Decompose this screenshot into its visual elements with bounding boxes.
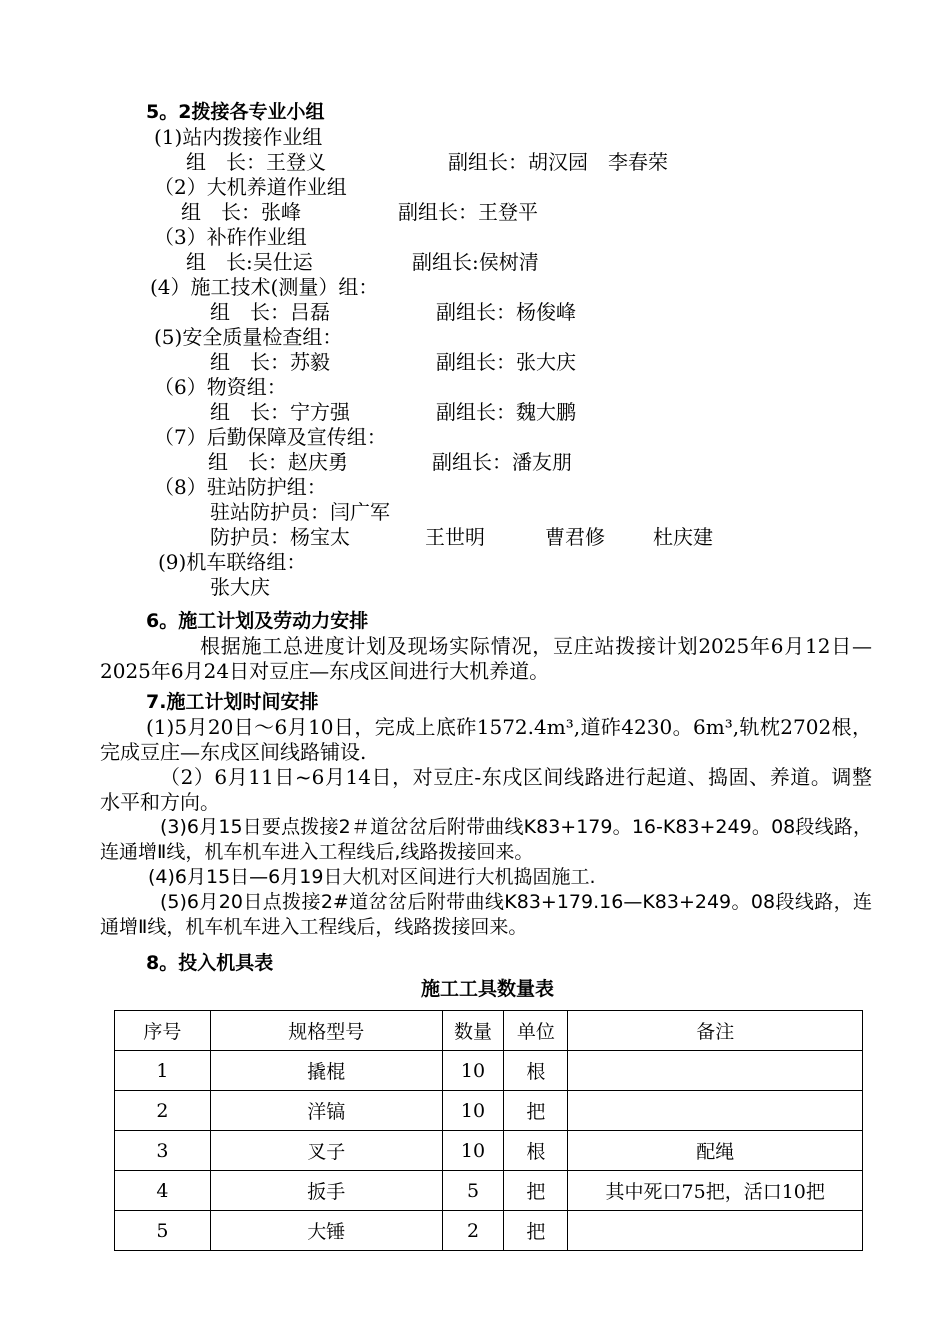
group-3-deputy: 副组长:侯树清 xyxy=(412,250,539,274)
table-cell: 4 xyxy=(115,1171,211,1211)
table-cell: 1 xyxy=(115,1051,211,1091)
group-1-leader: 组 长：王登义 xyxy=(186,150,326,174)
section-8-heading: 8。投入机具表 xyxy=(146,952,274,974)
table-cell: 10 xyxy=(442,1051,504,1091)
group-7-leader: 组 长：赵庆勇 xyxy=(208,450,348,474)
group-6-leader: 组 长：宁方强 xyxy=(210,400,350,424)
table-cell: 根 xyxy=(504,1051,568,1091)
group-6-title: （6）物资组： xyxy=(154,375,287,399)
group-9-title: (9)机车联络组： xyxy=(158,550,307,574)
group-8-guard-label: 防护员：杨宝太 xyxy=(210,525,350,549)
table-cell: 5 xyxy=(442,1171,504,1211)
table-cell: 洋镐 xyxy=(210,1091,442,1131)
table-cell: 2 xyxy=(115,1091,211,1131)
group-2-title: （2）大机养道作业组 xyxy=(154,175,347,199)
table-cell: 撬棍 xyxy=(210,1051,442,1091)
table-cell xyxy=(568,1091,863,1131)
group-8-guard-4: 杜庆建 xyxy=(653,525,713,549)
group-6-deputy: 副组长：魏大鹏 xyxy=(436,400,576,424)
table-cell: 把 xyxy=(504,1171,568,1211)
table-cell: 根 xyxy=(504,1131,568,1171)
table-row xyxy=(115,1091,863,1131)
group-8-guard-2: 王世明 xyxy=(425,525,485,549)
tools-table xyxy=(114,1010,863,1251)
table-cell: 大锤 xyxy=(210,1211,442,1251)
section-7-item-5: (5)6月20日点拨接2#道岔岔后附带曲线K83+179.16—K83+249。08段线路，连通增Ⅱ线，机车机车进入工程线后，线路拨接回来。 xyxy=(100,891,872,938)
table-row xyxy=(115,1211,863,1251)
table-cell: 配绳 xyxy=(568,1131,863,1171)
group-3-title: （3）补砟作业组 xyxy=(154,225,307,249)
header-cell: 序号 xyxy=(115,1011,211,1051)
group-4-deputy: 副组长：杨俊峰 xyxy=(436,300,576,324)
group-5-deputy: 副组长：张大庆 xyxy=(436,350,576,374)
group-5-title: (5)安全质量检查组： xyxy=(154,325,343,349)
group-4-leader: 组 长：吕磊 xyxy=(210,300,330,324)
group-8-resident-guard: 驻站防护员：闫广军 xyxy=(210,500,390,524)
table-header-row xyxy=(115,1011,863,1051)
header-cell: 数量 xyxy=(442,1011,504,1051)
table-row xyxy=(115,1171,863,1211)
group-1-deputy: 副组长：胡汉园 李春荣 xyxy=(448,150,668,174)
table-cell xyxy=(568,1051,863,1091)
table-cell: 扳手 xyxy=(210,1171,442,1211)
group-8-title: （8）驻站防护组： xyxy=(154,475,327,499)
group-7-title: （7）后勤保障及宣传组： xyxy=(154,425,387,449)
header-cell: 备注 xyxy=(568,1011,863,1051)
section-7-item-1: (1)5月20日～6月10日，完成上底砟1572.4m³,道砟4230。6m³,轨枕2702根，完成豆庄—东戌区间线路铺设. xyxy=(100,715,872,764)
table-cell: 10 xyxy=(442,1091,504,1131)
table-cell: 3 xyxy=(115,1131,211,1171)
table-cell: 其中死口75把，活口10把 xyxy=(568,1171,863,1211)
group-4-title: (4）施工技术(测量）组： xyxy=(150,275,379,299)
table-title: 施工工具数量表 xyxy=(420,978,554,1000)
section-6-text: 根据施工总进度计划及现场实际情况，豆庄站拨接计划2025年6月12日—2025年6月24日对豆庄—东戌区间进行大机养道。 xyxy=(100,634,872,683)
table-cell: 把 xyxy=(504,1091,568,1131)
table-cell xyxy=(568,1211,863,1251)
section-7-heading: 7.施工计划时间安排 xyxy=(146,691,319,713)
section-5-2-heading: 5。2拨接各专业小组 xyxy=(146,101,325,123)
table-row xyxy=(115,1051,863,1091)
table-cell: 10 xyxy=(442,1131,504,1171)
group-2-leader: 组 长：张峰 xyxy=(181,200,301,224)
section-7-item-4: (4)6月15日—6月19日大机对区间进行大机捣固施工. xyxy=(148,866,596,888)
group-8-guard-3: 曹君修 xyxy=(545,525,605,549)
section-7-item-2: （2）6月11日~6月14日，对豆庄-东戌区间线路进行起道、捣固、养道。调整水平和方向。 xyxy=(100,765,872,814)
table-cell: 把 xyxy=(504,1211,568,1251)
header-cell: 单位 xyxy=(504,1011,568,1051)
group-1-title: (1)站内拨接作业组 xyxy=(154,125,323,149)
section-7-item-3: (3)6月15日要点拨接2＃道岔岔后附带曲线K83+179。16-K83+249。08段线路，连通增Ⅱ线，机车机车进入工程线后,线路拨接回来。 xyxy=(100,816,872,863)
group-5-leader: 组 长：苏毅 xyxy=(210,350,330,374)
header-cell: 规格型号 xyxy=(210,1011,442,1051)
table-cell: 5 xyxy=(115,1211,211,1251)
group-3-leader: 组 长:吴仕运 xyxy=(186,250,313,274)
group-9-member: 张大庆 xyxy=(210,575,270,599)
section-6-heading: 6。施工计划及劳动力安排 xyxy=(146,610,369,632)
table-row xyxy=(115,1131,863,1171)
table-cell: 2 xyxy=(442,1211,504,1251)
group-2-deputy: 副组长：王登平 xyxy=(398,200,538,224)
table-cell: 叉子 xyxy=(210,1131,442,1171)
group-7-deputy: 副组长：潘友朋 xyxy=(432,450,572,474)
